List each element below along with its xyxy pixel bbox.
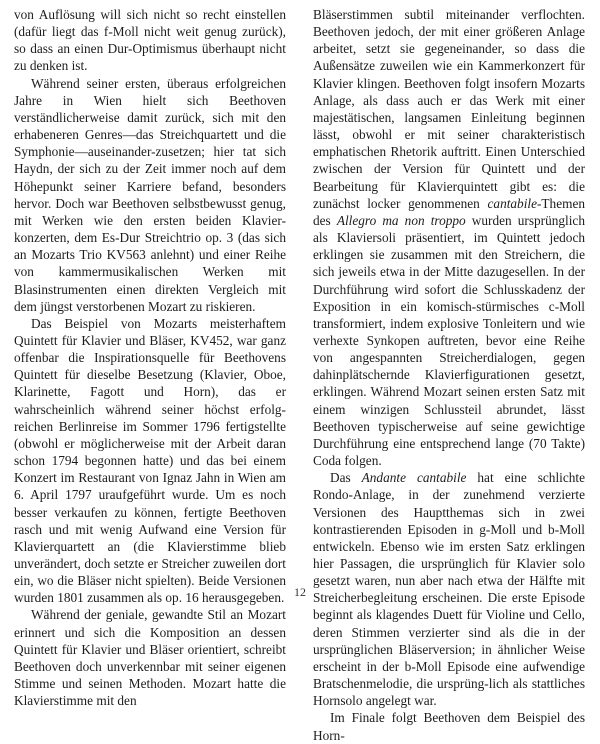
text-run: wurden ursprünglich als Klaviersoli präsentiert, im Quintett jedoch erklingen sie zusammen mit den Streichern, die sich jeweils etwa in der Mitte dazugesellen. In der Durchführung wird sofort die Schlusskadenz der Exposition in ein komisch-stürmisches c-Moll transformiert, indem explosive Tonleitern und wie verhexte Synkopen auftreten, bevor eine Reihe von angespannten Streicherdialogen, gegen dahinplätschernde Klavierfigurationen gesetzt, erklingen. Während Mozart seinen ersten Satz mit einem winzigen Schlussteil abrundet, lässt Beethoven typischerweise auf seine gewichtige Durchführung eine entsprechend lange (70 Takte) Coda folgen.: [313, 212, 585, 469]
text-run: Bläserstimmen subtil miteinander verflochten. Beethoven jedoch, der mit einer größeren Anlage arbeitet, setzt sie gegeneinander, so dass die Außensätze zuweilen wie ein Kammerkonzert für Klavier klingen. Beethoven folgt insofern Mozarts Anlage, als dass auch er das Werk mit einer majestätischen, langsamen Einleitung beginnen lässt, obwohl er mit seiner charakteristisch emphatischen Rhetorik auftritt. Einen Unterschied zwischen der Version für Quintett und der Bearbeitung für Klavierquintett gibt es: die zunächst locker genommenen: [313, 7, 585, 211]
left-text-column: [14, 6, 286, 709]
text-run: -Themen des: [313, 195, 585, 228]
italic-term: Andante cantabile: [361, 470, 467, 486]
paragraph: von Auflösung will sich nicht so recht einstellen (dafür liegt das f-Moll nicht weit genug zurück), so dass an einen Dur-Optimismus überhaupt nicht zu denken ist.: [14, 7, 286, 74]
page-number: 12: [294, 585, 306, 599]
paragraph: Das Beispiel von Mozarts meisterhaftem Quintett für Klavier und Bläser, KV452, war ganz offenbar die Inspirationsquelle für Beethovens Quintett für dieselbe Besetzung (Klavier, Oboe, Klarinette, Fagott und Horn), das er wahrscheinlich während seiner höchst erfolg-reichen Berlinreise im Sommer 1796 fertigstellte (obwohl er möglicherweise mit der Arbeit daran schon 1794 begonnen hatte) und das bei einem Konzert im Restaurant von Ignaz Jahn in Wien am 6. April 1797 uraufgeführt wurde. Um es noch besser verkaufen zu können, fertigte Beethoven rasch und mit wenig Aufwand eine Version für Klavierquartett an (die Klavierstimme blieb unverändert, doch setzte er Streicher zuweilen dort ein, wo die Bläser nicht spielten). Beide Versionen wurden 1801 zusammen als op. 16 herausgegeben.: [14, 315, 286, 606]
text-run: Das: [330, 470, 362, 486]
paragraph: Während seiner ersten, überaus erfolgreichen Jahre in Wien hielt sich Beethoven verständlicherweise damit zurück, sich mit den erhabeneren Genres—das Streichquartett und die Symphonie—auseinander-zusetzen; hier tat sich Haydn, der sich zu der Zeit immer noch auf dem Höhepunkt seiner Karriere befand, besonders hervor. Doch war Beethoven selbstbewusst genug, mit Werken wie den ersten beiden Klavier-konzerten, dem Es-Dur Streichtrio op. 3 (das sich an Mozarts Trio KV563 anlehnt) und einer Reihe von kammermusikalischen Werken mit Blasinstrumenten einen direkten Vergleich mit dem jüngst verstorbenen Mozart zu riskieren.: [14, 75, 286, 314]
italic-term: Allegro ma non troppo: [336, 212, 466, 228]
italic-term: cantabile: [487, 195, 537, 211]
paragraph: Während der geniale, gewandte Stil an Mozart erinnert und sich die Komposition an dessen Quintett für Klavier und Bläser orientiert, schreibt Beethoven doch unverkennbar mit seiner eigenen Stimme und seinen Methoden. Mozart hatte die Klavierstimme mit den: [14, 607, 286, 709]
paragraph: [313, 6, 585, 469]
paragraph: Im Finale folgt Beethoven dem Beispiel des Horn-: [313, 710, 585, 743]
right-text-column: [313, 6, 585, 744]
text-run: hat eine schlichte Rondo-Anlage, in der zunehmend verzierte Versionen des Hauptthemas sich in zwei kontrastierenden Episoden in g-Moll und b-Moll entwickeln. Ebenso wie im ersten Satz erklingen hier Passagen, die ursprünglich für Klavier solo gesetzt waren, nun aber nach etwa der Hälfte mit Streicherbegleitung erscheinen. Die erste Episode beginnt als klagendes Duett für Violine und Cello, deren Stimmen verzierter sind als die in der ursprünglichen Bläserversion; in ähnlicher Weise erscheint in der b-Moll Episode eine aufwendige Bratschenmelodie, die ursprüng-lich als stattliches Hornsolo angelegt war.: [313, 470, 585, 709]
